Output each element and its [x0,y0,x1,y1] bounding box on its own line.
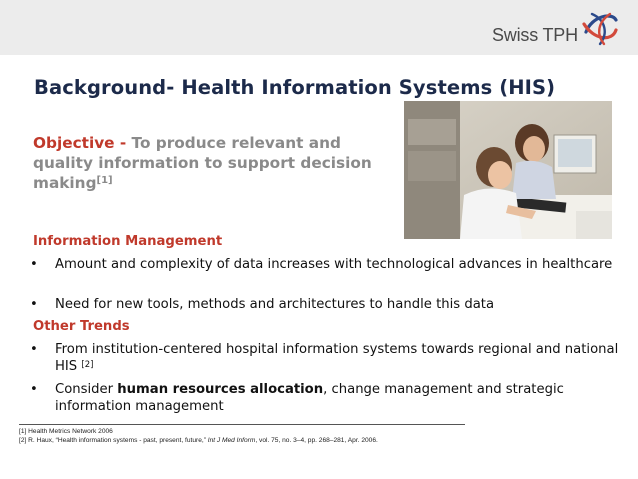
footnote-2-post: , vol. 75, no. 3–4, pp. 268–281, Apr. 2006. [255,437,378,444]
bullet-text [55,341,620,375]
bullet-text-bold: human resources allocation [117,382,324,397]
bullet-text-main: From institution-centered hospital information systems towards regional and national HIS [55,342,619,374]
objective-statement [33,133,403,193]
bullet-marker: • [30,297,38,312]
photo-illustration [404,101,612,239]
photo-two-women-at-computer [404,101,612,239]
slide-title: Background- Health Information Systems (HIS) [34,76,556,99]
objective-text: To produce relevant and quality information to support decision making [33,134,372,192]
footnote-2-journal: Int J Med Inform [207,437,256,444]
globe-swirl-icon [578,10,620,46]
footnote-divider [19,424,465,425]
bullet-marker: • [30,257,38,272]
bullet-text [55,381,620,415]
bullet-text: Amount and complexity of data increases with technological advances in healthcare [55,257,613,272]
bullet-ref: [2] [81,360,94,370]
objective-label: Objective - [33,134,127,152]
footnote-2-pre: [2] R. Haux, “Health information systems - past, present, future,” [19,437,208,444]
footnote-1: [1] Health Metrics Network 2006 [19,428,113,435]
bullet-marker: • [30,382,38,397]
bullet-text-post: , change management and strategic information management [55,382,564,414]
bullet-text-pre: Consider [55,382,118,397]
logo-text: Swiss TPH [492,25,578,45]
section-heading-information-management: Information Management [33,234,223,249]
bullet-text: Need for new tools, methods and architectures to handle this data [55,297,495,312]
footnote-2 [19,437,378,444]
section-heading-other-trends: Other Trends [33,319,130,334]
header-bar [0,0,638,55]
bullet-marker: • [30,342,38,357]
objective-ref: [1] [96,175,113,186]
